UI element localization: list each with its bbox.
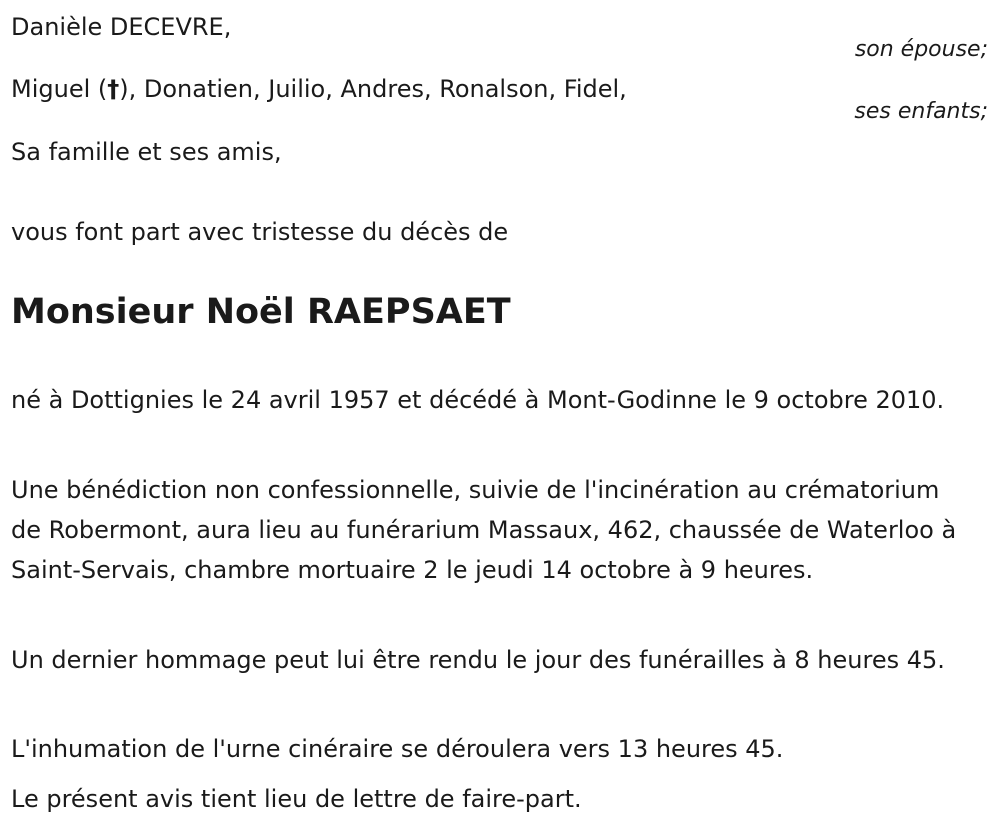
ceremony-paragraph: Une bénédiction non confessionnelle, suivie de l'incinération au crématorium de Robermont, aura lieu au funérarium Massaux, 462, chaussée de Waterloo à Saint-Servais, chambre mortuaire 2 le jeudi 14 octobre à 9 heures. (11, 476, 957, 584)
children-prefix: Miguel ( (11, 75, 108, 103)
deceased-name: Monsieur Noël RAEPSAET (11, 292, 511, 332)
notice-paragraph: Le présent avis tient lieu de lettre de faire-part. (11, 785, 582, 813)
spouse-name: Danièle DECEVRE, (11, 13, 232, 41)
family-line: Sa famille et ses amis, (11, 138, 282, 166)
children-names: ), Donatien, Juilio, Andres, Ronalson, Fidel, (119, 75, 627, 103)
children-role: ses enfants; (854, 99, 988, 124)
announcement: vous font part avec tristesse du décès de (11, 218, 509, 246)
children-line (11, 69, 627, 109)
birth-death-paragraph: né à Dottignies le 24 avril 1957 et décédé à Mont-Godinne le 9 octobre 2010. (11, 386, 945, 414)
inhumation-paragraph: L'inhumation de l'urne cinéraire se déroulera vers 13 heures 45. (11, 735, 784, 763)
cross-icon: † (107, 75, 120, 103)
spouse-role: son épouse; (854, 37, 988, 62)
homage-paragraph: Un dernier hommage peut lui être rendu le jour des funérailles à 8 heures 45. (11, 646, 945, 674)
